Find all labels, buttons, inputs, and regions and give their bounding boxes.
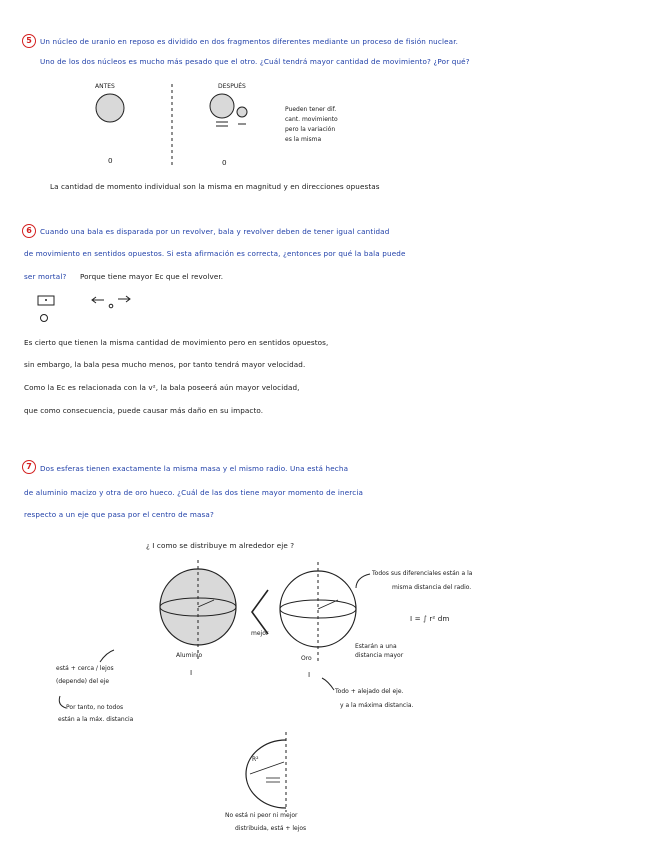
q5-fragment-small (237, 107, 247, 117)
q7-i-right: I (308, 670, 311, 679)
q7-oro-note-line1: Todo + alejado del eje. (335, 688, 404, 695)
q7-formula: I = ∫ r² dm (410, 614, 450, 623)
q7-mayor-note-line1: Estarán a una (355, 643, 397, 650)
q7-i-left: I (190, 668, 193, 677)
q7-text-line1: Dos esferas tienen exactamente la misma masa y el mismo radio. Una está hecha (40, 464, 349, 473)
q7-half-sphere (246, 740, 286, 808)
q6-text-line3a: ser mortal? (24, 272, 67, 281)
q5-zero-left: 0 (108, 156, 113, 165)
q6-revolver-dot (45, 299, 47, 301)
question-7-number: 7 (22, 460, 36, 474)
q5-note-line2: cant. movimiento (285, 116, 338, 123)
q7-left-note-line2: (depende) del eje (56, 678, 110, 685)
q6-bullet (109, 304, 113, 308)
q7-oro-note-line2: y a la máxima distancia. (340, 702, 414, 709)
q5-despues-label: DESPUÉS (218, 83, 246, 90)
q6-answer-line1: Es cierto que tienen la misma cantidad de movimiento pero en sentidos opuestos, (24, 338, 329, 347)
q7-oro-note-arrow (322, 678, 334, 690)
question-5-number: 5 (22, 34, 36, 48)
q7-aluminio-label: Aluminio (176, 652, 203, 659)
q7-right-note-line1: Todos sus diferenciales están a la (372, 570, 473, 577)
q7-bottom-radius (250, 762, 284, 774)
q7-text-line2: de aluminio macizo y otra de oro hueco. ¿Cuál de las dos tiene mayor momento de inercia (24, 488, 364, 497)
q5-zero-right: 0 (222, 158, 227, 167)
q7-left-note2-arrow (59, 696, 66, 708)
q7-bottom-note-line1: No está ni peor ni mejor (225, 812, 298, 819)
q7-left-note2-line1: Por tanto, no todos (66, 704, 124, 711)
q6-answer-line3: Como la Ec es relacionada con la v², la bala poseerá aún mayor velocidad, (24, 383, 300, 392)
q7-left-note2-line2: están a la máx. distancia (58, 716, 134, 723)
q5-text-line2: Uno de los dos núcleos es mucho más pesado que el otro. ¿Cuál tendrá mayor cantidad de movimiento? ¿Por qué? (40, 57, 470, 66)
q6-text-line3b: Porque tiene mayor Ec que el revolver. (80, 272, 224, 281)
q7-oro-label: Oro (301, 655, 312, 662)
q7-right-note-line2: misma distancia del radio. (392, 584, 472, 591)
question-6-number: 6 (22, 224, 36, 238)
q7-text-line3: respecto a un eje que pasa por el centro de masa? (24, 510, 214, 519)
q7-left-note-line1: está + cerca / lejos (56, 665, 114, 672)
q7-bottom-note-line2: distribuida, está + lejos (235, 825, 307, 832)
q5-note-line3: pero la variación (285, 126, 336, 133)
q5-nucleus-before (96, 94, 124, 122)
q6-text-line1: Cuando una bala es disparada por un revolver, bala y revolver deben de tener igual cantidad (40, 227, 390, 236)
q7-less-than-sign (252, 590, 268, 634)
q5-answer: La cantidad de momento individual son la misma en magnitud y en direcciones opuestas (50, 182, 380, 191)
q5-text-line1: Un núcleo de uranio en reposo es dividido en dos fragmentos diferentes mediante un proceso de fisión nuclear. (40, 37, 459, 46)
q5-antes-label: ANTES (95, 83, 115, 90)
q7-mejor-label: mejor (251, 630, 269, 637)
q6-answer-line2: sin embargo, la bala pesa mucho menos, por tanto tendrá mayor velocidad. (24, 360, 306, 369)
q5-note-line4: es la misma (285, 136, 322, 143)
q6-answer-line4: que como consecuencia, puede causar más daño en su impacto. (24, 406, 264, 415)
q7-right-note-arrow (356, 574, 370, 588)
q7-bottom-r: R² (252, 756, 259, 763)
q7-question-note: ¿ I como se distribuye m alrededor eje ? (146, 541, 295, 550)
q6-circle-small (41, 315, 48, 322)
q7-mayor-note-line2: distancia mayor (355, 652, 404, 659)
q5-note-line1: Pueden tener dif. (285, 106, 337, 113)
q6-text-line2: de movimiento en sentidos opuestos. Si esta afirmación es correcta, ¿entonces por qué la bala puede (24, 249, 406, 258)
q7-left-note-arrow (100, 650, 114, 662)
q5-fragment-large (210, 94, 234, 118)
